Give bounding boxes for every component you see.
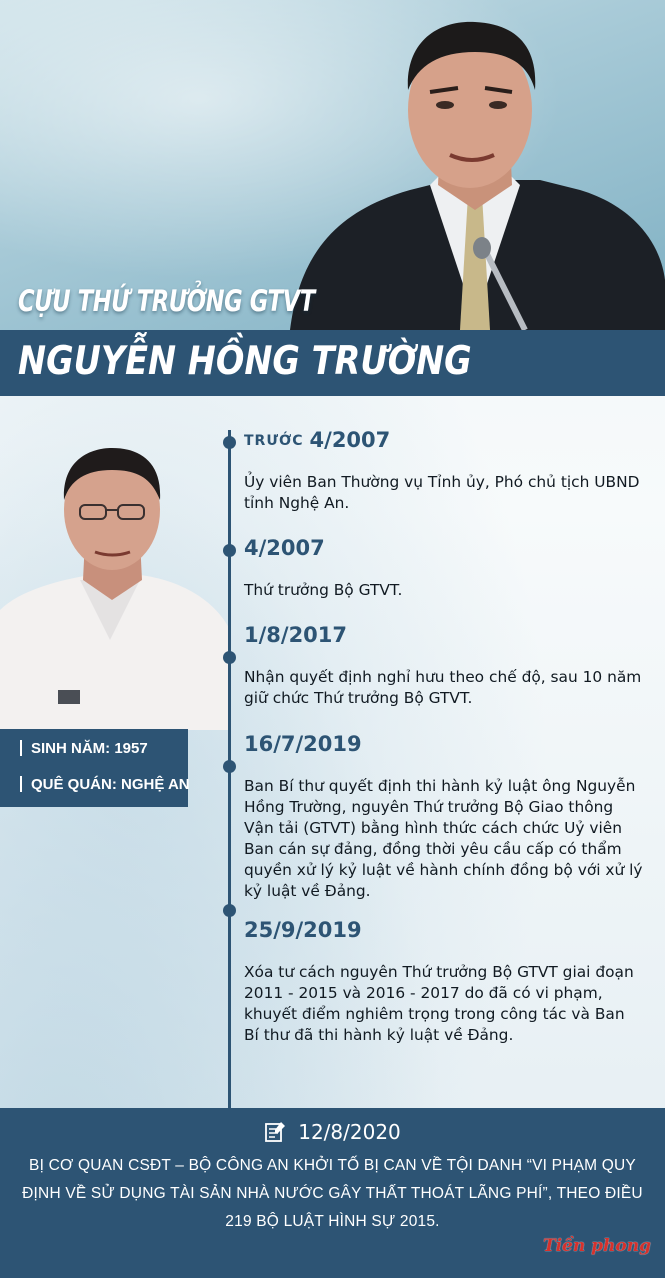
profile-info-box [0, 729, 188, 807]
hero-portrait-photo [280, 20, 665, 330]
timeline-date: 25/9/2019 [244, 918, 362, 942]
timeline-dot [223, 760, 236, 773]
timeline-text: Nhận quyết định nghỉ hưu theo chế độ, sau 10 năm giữ chức Thứ trưởng Bộ GTVT. [244, 668, 642, 707]
timeline-date: TRƯỚC 4/2007 [244, 428, 391, 452]
profile-portrait-photo [0, 440, 230, 730]
timeline-text: Ban Bí thư quyết định thi hành kỷ luật ông Nguyễn Hồng Trường, nguyên Thứ trưởng Bộ Giao thông Vận tải (GTVT) bằng hình thức cách chức Uỷ viên Ban cán sự đảng, đồng thời yêu cầu cấp có thẩm quyền xử lý kỷ luật về hành chính đồng bộ với xử lý kỷ luật về Đảng. [244, 777, 643, 900]
footer-heading: 12/8/2020 [0, 1120, 665, 1144]
page-title: NGUYỄN HỒNG TRƯỜNG [18, 339, 472, 384]
hero-banner [0, 0, 665, 330]
timeline-dot [223, 436, 236, 449]
info-bar-icon [20, 740, 22, 756]
birth-year: SINH NĂM: 1957 [20, 737, 148, 759]
timeline-dot [223, 544, 236, 557]
timeline-date: 4/2007 [244, 536, 325, 560]
timeline-dot [223, 904, 236, 917]
timeline-text: Ủy viên Ban Thường vụ Tỉnh ủy, Phó chủ tịch UBND tỉnh Nghệ An. [244, 473, 640, 512]
timeline-date: 1/8/2017 [244, 623, 348, 647]
footer-text: BỊ CƠ QUAN CSĐT – BỘ CÔNG AN KHỞI TỐ BỊ CAN VỀ TỘI DANH “VI PHẠM QUY ĐỊNH VỀ SỬ DỤNG TÀI SẢN NHÀ NƯỚC GÂY THẤT THOÁT LÃNG PHÍ”, THEO ĐIỀU 219 BỘ LUẬT HÌNH SỰ 2015. [22, 1157, 643, 1230]
timeline-date: 16/7/2019 [244, 732, 362, 756]
timeline-text: Thứ trưởng Bộ GTVT. [244, 581, 403, 599]
timeline-dot [223, 651, 236, 664]
document-icon [264, 1121, 286, 1143]
publisher-logo: Tiền phong [542, 1236, 651, 1256]
info-bar-icon [20, 776, 22, 792]
timeline-text: Xóa tư cách nguyên Thứ trưởng Bộ GTVT giai đoạn 2011 - 2015 và 2016 - 2017 do đã có vi phạm, khuyết điểm nghiêm trọng trong công tác và Ban Bí thư đã thi hành kỷ luật về Đảng. [244, 963, 634, 1044]
hometown: QUÊ QUÁN: NGHỆ AN [20, 773, 190, 795]
page-kicker: CỰU THỨ TRƯỞNG GTVT [18, 284, 315, 318]
